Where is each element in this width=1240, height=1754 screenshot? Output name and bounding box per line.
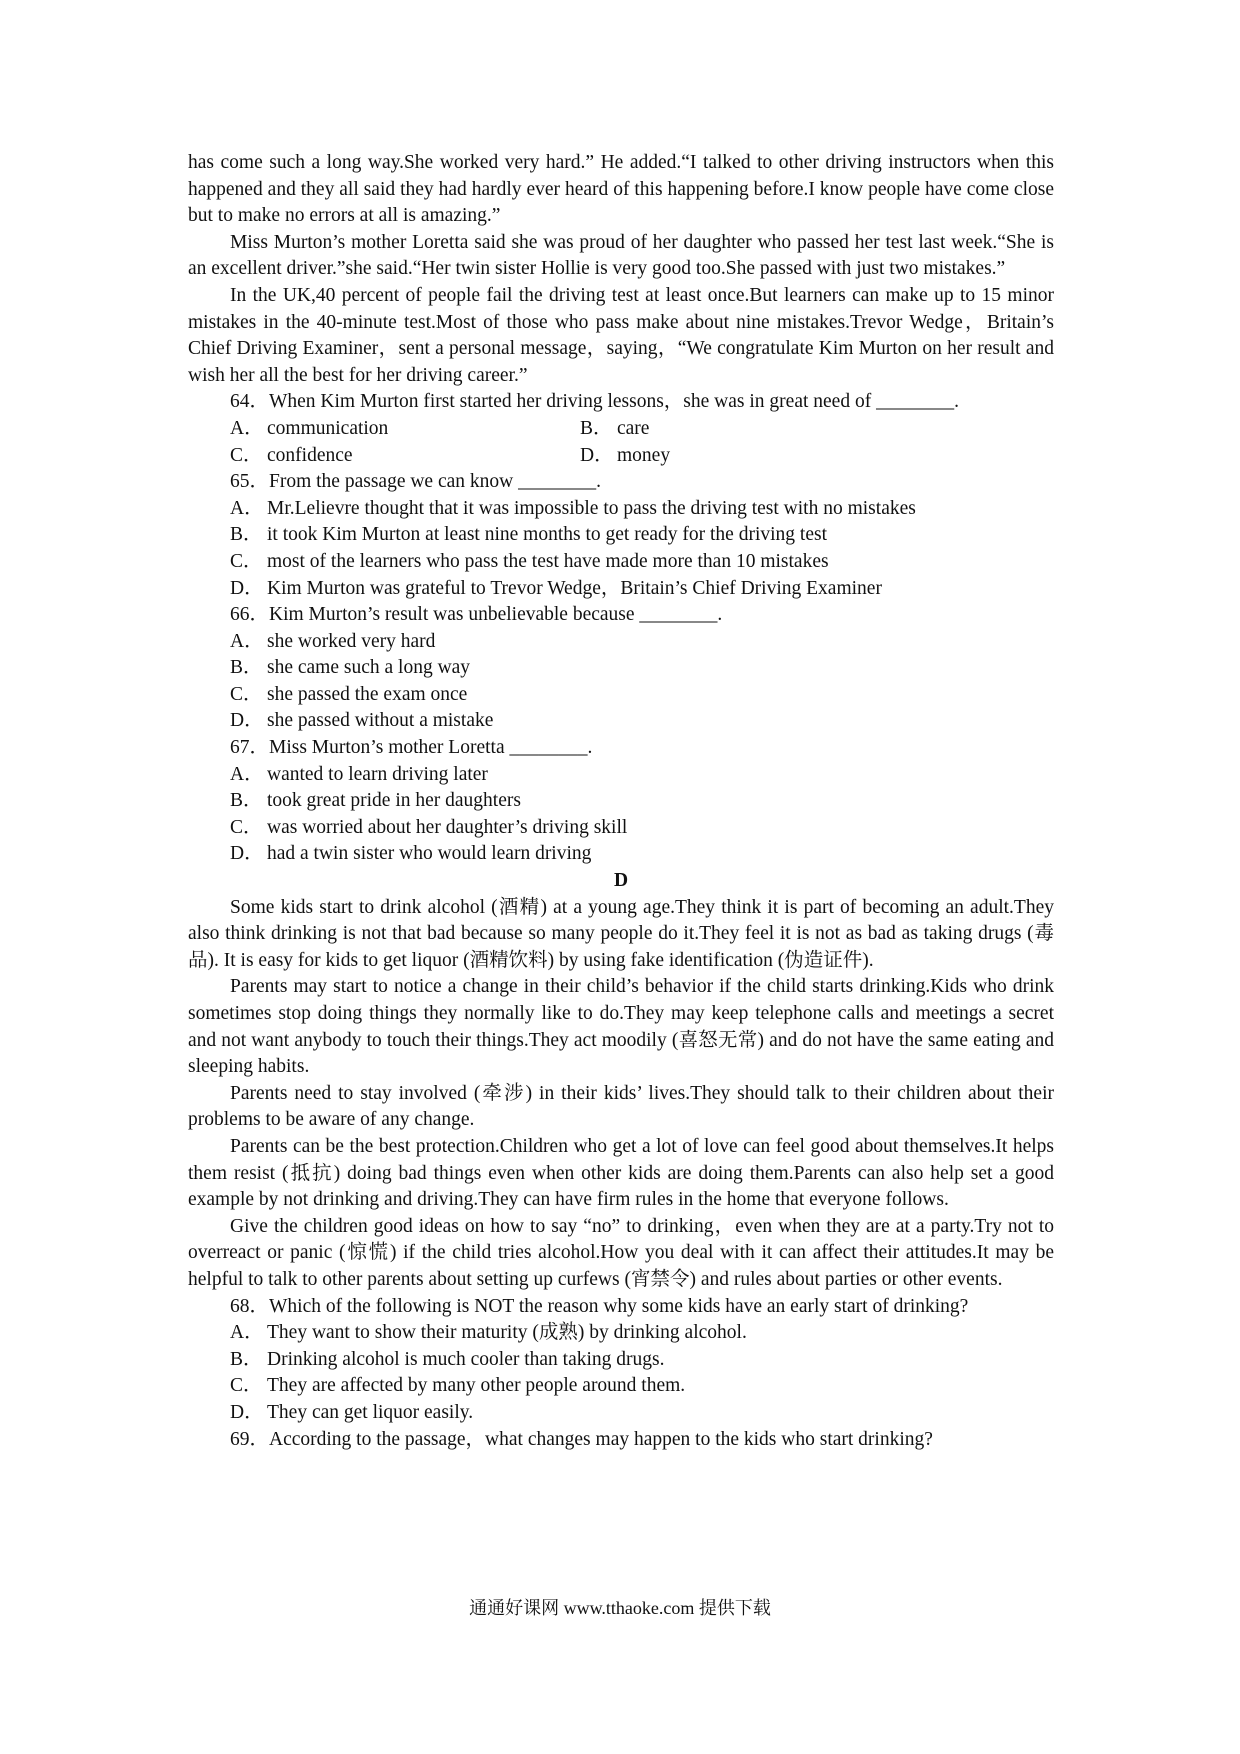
passage-d-paragraph: Parents can be the best protection.Children who get a lot of love can feel good about themselves.It helps them resist (抵抗) doing bad things even when other kids are doing them.Parents can also help set a good example by not drinking and driving.They can have firm rules in the home that everyone follows. [188, 1135, 1054, 1211]
option-b[interactable]: B． Drinking alcohol is much cooler than taking drugs. [230, 1348, 665, 1370]
option-a[interactable]: A． Mr.Lelievre thought that it was impossible to pass the driving test with no mistakes [230, 497, 916, 519]
passage-d-paragraph: Parents need to stay involved (牵涉) in their kids’ lives.They should talk to their children about their problems to be aware of any change. [188, 1082, 1054, 1131]
option-d[interactable]: D． They can get liquor easily. [230, 1401, 474, 1423]
passage-c-paragraph: In the UK,40 percent of people fail the driving test at least once.But learners can make up to 15 minor mistakes in the 40-minute test.Most of those who pass make about nine mistakes.Trevor Wedge，Britain’s Chief Driving Examiner，sent a personal message，saying，“We congratulate Kim Murton on her result and wish her all the best for her driving career.” [188, 284, 1054, 386]
option-b[interactable]: B． took great pride in her daughters [230, 790, 521, 812]
option-row [230, 443, 1054, 470]
option-b[interactable]: B． care [580, 417, 650, 439]
question-stem: 68．Which of the following is NOT the reason why some kids have an early start of drinking? [230, 1295, 969, 1317]
option-c[interactable]: C． most of the learners who pass the test have made more than 10 mistakes [230, 550, 829, 572]
option-row [230, 416, 1054, 443]
option-a[interactable]: A． communication [230, 417, 389, 439]
option-b[interactable]: B． she came such a long way [230, 657, 471, 679]
option-a[interactable]: A． wanted to learn driving later [230, 763, 488, 785]
passage-c-paragraph: Miss Murton’s mother Loretta said she was proud of her daughter who passed her test last week.“She is an excellent driver.”she said.“Her twin sister Hollie is very good too.She passed with just two mistakes.” [188, 231, 1054, 280]
passage-d-paragraph: Some kids start to drink alcohol (酒精) at a young age.They think it is part of becoming an adult.They also think drinking is not that bad because so many people do it.They feel it is not as bad as taking drugs (毒品). It is easy for kids to get liquor (酒精饮料) by using fake identification (伪造证件). [188, 896, 1054, 971]
question-stem: 69．According to the passage，what changes may happen to the kids who start drinking? [230, 1428, 933, 1450]
question-stem: 65．From the passage we can know ________. [230, 471, 601, 493]
option-c[interactable]: C． They are affected by many other people around them. [230, 1375, 686, 1397]
option-d[interactable]: D． Kim Murton was grateful to Trevor Wedge，Britain’s Chief Driving Examiner [230, 577, 882, 599]
option-d[interactable]: D． she passed without a mistake [230, 710, 494, 732]
question-stem: 66．Kim Murton’s result was unbelievable because ________. [230, 604, 723, 626]
page-footer: 通通好课网 www.tthaoke.com 提供下载 [469, 1598, 771, 1618]
passage-c-paragraph: has come such a long way.She worked very hard.” He added.“I talked to other driving instructors when this happened and they all said they had hardly ever heard of this happening before.I know people have come close but to make no errors at all is amazing.” [188, 152, 1054, 227]
passage-d-paragraph: Parents may start to notice a change in their child’s behavior if the child starts drinking.Kids who drink sometimes stop doing things they normally like to do.They may keep telephone calls and meetings a secret and not want anybody to touch their things.They act moodily (喜怒无常) and do not have the same eating and sleeping habits. [188, 976, 1054, 1078]
option-d[interactable]: D． had a twin sister who would learn driving [230, 843, 592, 865]
question-stem: 67．Miss Murton’s mother Loretta ________. [230, 737, 593, 759]
document-page [188, 150, 1054, 1453]
option-c[interactable]: C． was worried about her daughter’s driving skill [230, 816, 628, 838]
option-a[interactable]: A． They want to show their maturity (成熟) by drinking alcohol. [230, 1322, 747, 1344]
section-heading: D [613, 870, 629, 892]
option-b[interactable]: B． it took Kim Murton at least nine months to get ready for the driving test [230, 524, 827, 546]
option-a[interactable]: A． she worked very hard [230, 630, 436, 652]
passage-d-paragraph: Give the children good ideas on how to say “no” to drinking，even when they are at a party.Try not to overreact or panic (惊慌) if the child tries alcohol.How you deal with it can affect their attitudes.It may be helpful to talk to other parents about setting up curfews (宵禁令) and rules about parties or other events. [188, 1215, 1054, 1290]
option-c[interactable]: C． she passed the exam once [230, 683, 468, 705]
question-stem: 64．When Kim Murton first started her driving lessons，she was in great need of ________. [230, 391, 959, 413]
option-d[interactable]: D． money [580, 444, 671, 466]
option-c[interactable]: C． confidence [230, 444, 353, 466]
